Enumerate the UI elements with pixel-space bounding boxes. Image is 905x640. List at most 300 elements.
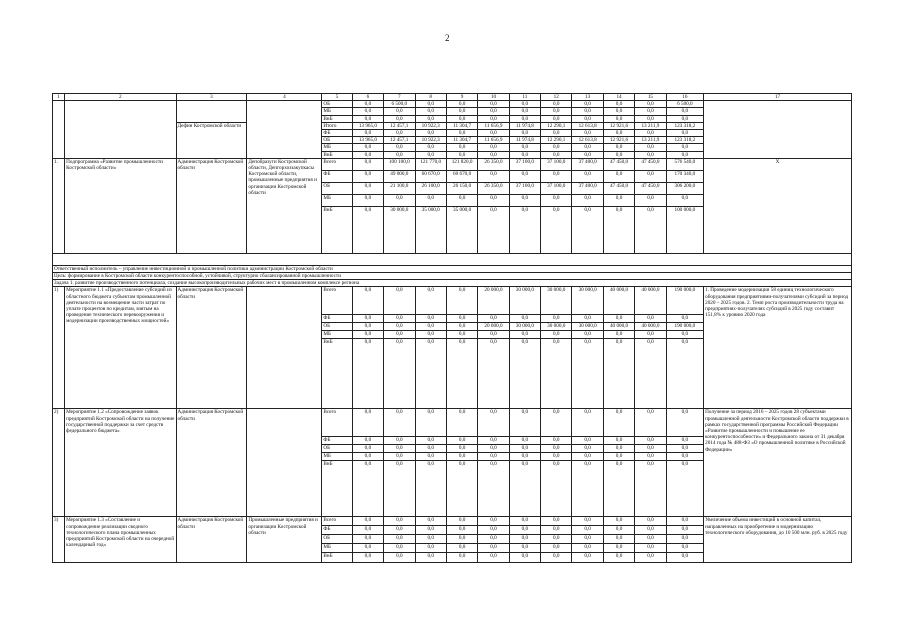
value-cell: 0,0 [478,453,509,461]
value-cell: 0,0 [666,108,703,115]
value-cell: 0,0 [541,130,572,137]
value-cell: 0,0 [635,144,666,151]
value-cell: 0,0 [603,115,634,122]
value-cell: 0,0 [666,130,703,137]
value-cell: 0,0 [666,437,703,445]
value-cell: 0,0 [446,194,477,206]
table-cell [704,101,852,159]
value-cell: 0,0 [384,323,415,331]
value-cell: 35 000,0 [415,206,446,253]
value-cell: 190 000,0 [666,287,703,315]
value-cell: 0,0 [352,453,383,461]
executor-cell: Дефин Костромской области [176,122,247,158]
value-cell: 6 500,0 [666,101,703,108]
value-cell: 0,0 [603,339,634,409]
value-cell: 0,0 [415,115,446,122]
value-cell: 0,0 [635,194,666,206]
value-cell: 0,0 [352,130,383,137]
source-cell: ВнБ [322,206,352,253]
value-cell: 0,0 [541,144,572,151]
value-cell: 0,0 [603,409,634,437]
value-cell: 0,0 [478,151,509,158]
table-row [53,517,852,526]
value-cell: 0,0 [509,144,540,151]
value-cell: 0,0 [478,315,509,323]
value-cell: 0,0 [446,144,477,151]
table-row [53,94,852,101]
source-cell: Всего [322,517,352,526]
value-cell: 40 000,0 [635,323,666,331]
table-row [53,287,852,315]
value-cell: 60 670,0 [446,170,477,182]
source-cell: Итого [322,122,352,129]
value-cell: 0,0 [509,437,540,445]
source-cell: МБ [322,144,352,151]
value-cell: 0,0 [572,170,603,182]
value-cell: 0,0 [352,101,383,108]
value-cell: 0,0 [666,517,703,526]
value-cell: 0,0 [384,194,415,206]
source-cell: ОБ [322,323,352,331]
value-cell: 11 656,9 [478,137,509,144]
header-cell: 15 [635,94,666,101]
value-cell: 0,0 [478,130,509,137]
executor-cell: Администрация Костромской области [176,409,247,517]
table-row [53,273,852,280]
value-cell: 0,0 [635,339,666,409]
value-cell: 0,0 [635,526,666,535]
value-cell: 0,0 [603,461,634,517]
value-cell: 0,0 [478,339,509,409]
measure-name: Мероприятие 1.3 «Составление и сопровождение реализации сводного технологического плана промышленных предприятий Костромской области на очередной календарный год» [65,517,176,563]
value-cell: 0,0 [509,331,540,339]
value-cell: 0,0 [478,461,509,517]
value-cell: 0,0 [509,101,540,108]
value-cell: 0,0 [509,170,540,182]
value-cell: 0,0 [541,101,572,108]
header-cell: 10 [478,94,509,101]
source-cell: МБ [322,108,352,115]
header-cell: 13 [572,94,603,101]
value-cell: 0,0 [384,108,415,115]
value-cell: 30 000,0 [572,287,603,315]
value-cell: 0,0 [446,315,477,323]
value-cell: 0,0 [478,144,509,151]
value-cell: 0,0 [603,517,634,526]
value-cell: 190 000,0 [666,323,703,331]
value-cell: 0,0 [666,553,703,563]
value-cell: 0,0 [415,331,446,339]
value-cell: 0,0 [352,437,383,445]
table-row [53,265,852,272]
value-cell: 12 613,8 [572,122,603,129]
result-cell: 1. Проведение модернизации 58 единиц технологического оборудования предприятиями-получателями субсидий за период 2020 – 2025 годов. 2. Темп роста производительности труда на предприятиях-получателях субсидий в 2025 году составит 151,8% к уровню 2020 года [704,287,852,409]
value-cell: 0,0 [446,437,477,445]
value-cell: 0,0 [603,206,634,253]
value-cell: 0,0 [572,331,603,339]
value-cell: 0,0 [509,339,540,409]
value-cell: 47 450,0 [635,182,666,194]
value-cell: 0,0 [572,144,603,151]
value-cell: 0,0 [635,553,666,563]
value-cell: 0,0 [603,331,634,339]
value-cell: 0,0 [446,151,477,158]
value-cell: 100 100,0 [384,158,415,170]
value-cell: 0,0 [384,331,415,339]
value-cell: 0,0 [415,339,446,409]
value-cell: 0,0 [384,553,415,563]
value-cell: 0,0 [415,461,446,517]
value-cell: 0,0 [666,461,703,517]
value-cell: 0,0 [541,453,572,461]
value-cell: 13 965,0 [352,137,383,144]
value-cell: 0,0 [509,151,540,158]
source-cell: МБ [322,453,352,461]
value-cell: 0,0 [541,526,572,535]
value-cell: 0,0 [509,517,540,526]
value-cell: 0,0 [509,315,540,323]
result-cell: X [704,158,852,253]
value-cell: 0,0 [415,544,446,553]
value-cell: 0,0 [509,409,540,437]
value-cell: 0,0 [509,544,540,553]
value-cell: 0,0 [478,194,509,206]
value-cell: 0,0 [541,535,572,544]
value-cell: 12 921,6 [603,137,634,144]
value-cell: 0,0 [446,535,477,544]
value-cell: 0,0 [478,553,509,563]
value-cell: 0,0 [384,115,415,122]
value-cell: 13 211,9 [635,122,666,129]
executor-cell: Администрация Костромской области [176,287,247,409]
value-cell: 0,0 [384,453,415,461]
value-cell: 30 000,0 [541,323,572,331]
table-cell [53,253,852,265]
value-cell: 11 974,8 [509,122,540,129]
value-cell: 0,0 [603,535,634,544]
value-cell: 30 000,0 [509,323,540,331]
value-cell: 100 000,0 [666,206,703,253]
value-cell: 0,0 [352,331,383,339]
value-cell: 0,0 [541,108,572,115]
value-cell: 0,0 [603,544,634,553]
header-cell: 17 [704,94,852,101]
value-cell: 0,0 [478,445,509,453]
value-cell: 0,0 [352,158,383,170]
value-cell: 0,0 [415,323,446,331]
value-cell: 0,0 [541,315,572,323]
value-cell: 40 000,0 [603,287,634,315]
source-cell: Всего [322,409,352,437]
value-cell: 35 000,0 [446,206,477,253]
value-cell: 0,0 [446,331,477,339]
value-cell: 0,0 [352,544,383,553]
value-cell: 0,0 [384,130,415,137]
value-cell: 0,0 [352,526,383,535]
value-cell: 12 290,1 [541,122,572,129]
table-row [53,280,852,287]
value-cell: 0,0 [572,553,603,563]
value-cell: 0,0 [635,437,666,445]
value-cell: 0,0 [603,108,634,115]
value-cell: 0,0 [509,194,540,206]
note-row: Задача 1. развитие производственного потенциала, создание высокопроизводительных рабочих мест в промышленном комплексе региона [53,280,852,287]
value-cell: 0,0 [352,461,383,517]
value-cell: 0,0 [509,130,540,137]
value-cell: 0,0 [446,461,477,517]
value-cell: 0,0 [541,461,572,517]
value-cell: 0,0 [384,535,415,544]
value-cell: 0,0 [572,115,603,122]
value-cell: 12 290,1 [541,137,572,144]
result-cell: Увеличение объема инвестиций в основной капитал, направленных на приобретение и модернизацию технологического оборудования, до 10 500 млн. руб. в 2025 году [704,517,852,563]
value-cell: 0,0 [446,517,477,526]
value-cell: 0,0 [384,445,415,453]
value-cell: 0,0 [603,151,634,158]
value-cell: 0,0 [541,553,572,563]
value-cell: 0,0 [352,115,383,122]
value-cell: 0,0 [352,535,383,544]
value-cell: 0,0 [603,553,634,563]
value-cell: 0,0 [384,287,415,315]
value-cell: 0,0 [415,526,446,535]
value-cell: 0,0 [352,409,383,437]
value-cell: 26 350,0 [478,182,509,194]
header-cell: 3 [176,94,247,101]
value-cell: 0,0 [478,517,509,526]
value-cell: 0,0 [446,544,477,553]
value-cell: 0,0 [384,544,415,553]
value-cell: 0,0 [541,409,572,437]
value-cell: 0,0 [666,331,703,339]
table-cell [65,101,176,159]
value-cell: 0,0 [509,206,540,253]
value-cell: 0,0 [415,409,446,437]
header-cell: 11 [509,94,540,101]
header-cell: 8 [415,94,446,101]
value-cell: 0,0 [478,535,509,544]
value-cell: 0,0 [478,544,509,553]
value-cell: 0,0 [603,526,634,535]
value-cell: 0,0 [384,151,415,158]
value-cell: 0,0 [352,170,383,182]
value-cell: 0,0 [603,315,634,323]
value-cell: 0,0 [572,544,603,553]
value-cell: 40 000,0 [635,287,666,315]
value-cell: 0,0 [415,101,446,108]
value-cell: 12 457,1 [384,137,415,144]
result-cell: Получение за период 2016 – 2025 годов 28 субъектами промышленной деятельности Костромской области поддержки в рамках государственной программы Российской Федерации «Развитие промышленности и повышение ее конкурентоспособности» и Федерального закона от 31 декабря 2014 года № 488-ФЗ «О промышленной политике в Российской Федерации» [704,409,852,517]
value-cell: 0,0 [446,108,477,115]
value-cell: 0,0 [478,409,509,437]
value-cell: 0,0 [635,108,666,115]
value-cell: 0,0 [603,194,634,206]
value-cell: 0,0 [635,517,666,526]
value-cell: 0,0 [572,517,603,526]
source-cell: МБ [322,331,352,339]
value-cell: 0,0 [572,453,603,461]
value-cell: 0,0 [352,182,383,194]
value-cell: 0,0 [352,445,383,453]
value-cell: 0,0 [541,445,572,453]
value-cell: 0,0 [384,315,415,323]
source-cell: ОБ [322,101,352,108]
value-cell: 0,0 [446,409,477,437]
table-row [53,253,852,265]
value-cell: 0,0 [603,445,634,453]
header-cell: 2 [65,94,176,101]
value-cell: 0,0 [666,144,703,151]
value-cell: 0,0 [352,339,383,409]
value-cell: 0,0 [572,535,603,544]
value-cell: 0,0 [446,101,477,108]
page-number: 2 [445,33,450,43]
value-cell: 0,0 [635,315,666,323]
value-cell: 0,0 [478,206,509,253]
value-cell: 0,0 [666,115,703,122]
value-cell: 0,0 [572,339,603,409]
table-cell [247,101,322,159]
value-cell: 12 613,8 [572,137,603,144]
value-cell: 0,0 [541,170,572,182]
value-cell: 0,0 [352,323,383,331]
row-number: 1. [53,158,65,253]
value-cell: 0,0 [603,130,634,137]
value-cell: 0,0 [541,331,572,339]
row-number: 2) [53,409,65,517]
value-cell: 0,0 [666,339,703,409]
source-cell: ОБ [322,445,352,453]
value-cell: 30 000,0 [541,287,572,315]
value-cell: 0,0 [446,453,477,461]
value-cell: 0,0 [635,535,666,544]
value-cell: 0,0 [635,101,666,108]
value-cell: 0,0 [415,453,446,461]
value-cell: 0,0 [603,437,634,445]
value-cell: 0,0 [509,526,540,535]
value-cell: 37 400,0 [572,158,603,170]
value-cell: 0,0 [415,517,446,526]
value-cell: 11 974,8 [509,137,540,144]
source-cell: Всего [322,287,352,315]
value-cell: 0,0 [666,194,703,206]
value-cell: 0,0 [541,437,572,445]
value-cell: 30 000,0 [384,206,415,253]
value-cell: 0,0 [415,535,446,544]
value-cell: 0,0 [572,437,603,445]
value-cell: 0,0 [635,453,666,461]
value-cell: 0,0 [478,115,509,122]
value-cell: 0,0 [666,526,703,535]
value-cell: 0,0 [446,445,477,453]
value-cell: 0,0 [352,144,383,151]
value-cell: 0,0 [446,526,477,535]
value-cell: 0,0 [415,315,446,323]
header-cell: 5 [322,94,352,101]
budget-table [52,93,852,563]
value-cell: 0,0 [603,101,634,108]
value-cell: 0,0 [415,445,446,453]
value-cell: 0,0 [572,409,603,437]
value-cell: 0,0 [446,339,477,409]
value-cell: 47 450,0 [603,158,634,170]
value-cell: 0,0 [572,315,603,323]
value-cell: 12 921,6 [603,122,634,129]
value-cell: 0,0 [541,339,572,409]
value-cell: 0,0 [509,445,540,453]
value-cell: 26 100,0 [415,182,446,194]
note-row: Ответственный исполнитель – управление инвестиционной и промышленной политики администрации Костромской области [53,265,852,272]
value-cell: 0,0 [509,535,540,544]
value-cell: 0,0 [352,517,383,526]
value-cell: 37 100,0 [541,158,572,170]
value-cell: 0,0 [635,151,666,158]
value-cell: 0,0 [635,544,666,553]
value-cell: 37 100,0 [541,182,572,194]
value-cell: 0,0 [666,544,703,553]
source-cell: ВнБ [322,115,352,122]
value-cell: 0,0 [352,553,383,563]
value-cell: 60 670,0 [415,170,446,182]
source-cell: ФБ [322,437,352,445]
value-cell: 0,0 [635,461,666,517]
table-row [53,409,852,437]
source-cell: ВнБ [322,339,352,409]
value-cell: 0,0 [415,130,446,137]
value-cell: 0,0 [603,144,634,151]
value-cell: 0,0 [635,409,666,437]
value-cell: 170 340,0 [666,170,703,182]
value-cell: 0,0 [478,331,509,339]
value-cell: 0,0 [415,144,446,151]
value-cell: 0,0 [415,437,446,445]
row-number: 1) [53,287,65,409]
row-number: 3) [53,517,65,563]
value-cell: 0,0 [572,445,603,453]
executor-cell: Администрация Костромской области [176,158,247,253]
header-cell: 4 [247,94,322,101]
header-cell: 9 [446,94,477,101]
source-cell: ФБ [322,315,352,323]
source-cell: ВнБ [322,461,352,517]
value-cell: 0,0 [572,526,603,535]
table-row [53,101,852,108]
header-cell: 14 [603,94,634,101]
value-cell: 0,0 [509,453,540,461]
measure-name: Мероприятие 1.1 «Предоставление субсидий из областного бюджета субъектам промышленной деятельности на возмещение части затрат по уплате процентов по кредитам, взятым на проведение технического перевооружения и модернизации производственных мощностей» [65,287,176,409]
value-cell: 0,0 [635,115,666,122]
value-cell: 0,0 [666,453,703,461]
value-cell: 0,0 [666,409,703,437]
value-cell: 0,0 [478,101,509,108]
value-cell: 0,0 [384,144,415,151]
source-cell: ВнБ [322,151,352,158]
value-cell: 26 350,0 [478,158,509,170]
value-cell: 0,0 [635,445,666,453]
value-cell: 0,0 [635,206,666,253]
measure-name: Мероприятие 1.2 «Сопровождение заявок предприятий Костромской области на получение государственной поддержки за счет средств федерального бюджета» [65,409,176,517]
value-cell: 10 922,3 [415,137,446,144]
value-cell: 0,0 [352,194,383,206]
value-cell: 49 000,0 [384,170,415,182]
value-cell: 0,0 [384,437,415,445]
value-cell: 0,0 [446,115,477,122]
value-cell: 0,0 [352,287,383,315]
value-cell: 0,0 [666,151,703,158]
value-cell: 0,0 [541,151,572,158]
value-cell: 11 304,7 [446,122,477,129]
value-cell: 0,0 [352,206,383,253]
